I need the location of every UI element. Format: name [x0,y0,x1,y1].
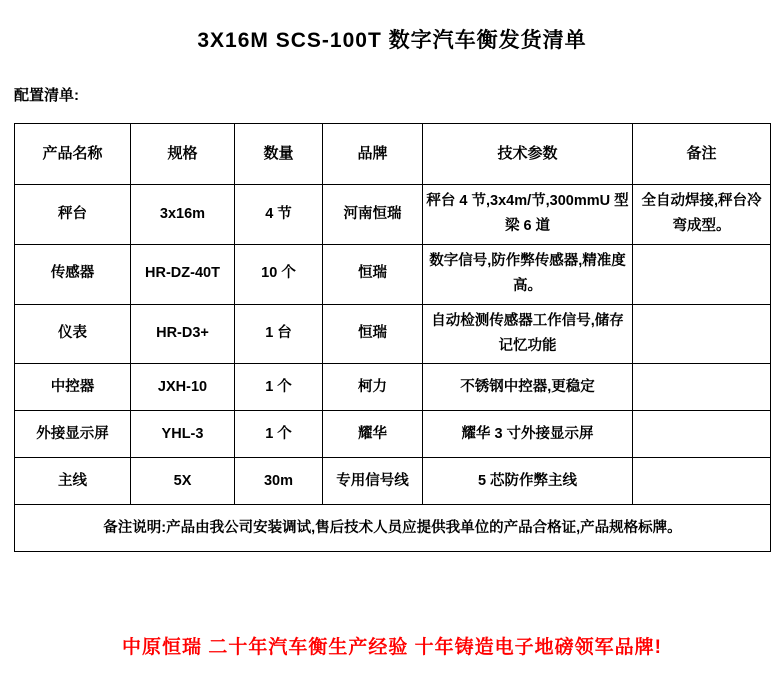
column-header-qty: 数量 [235,124,323,185]
cell-tech: 秤台 4 节,3x4m/节,300mmU 型梁 6 道 [423,185,633,245]
cell-spec: 5X [131,458,235,505]
cell-tech: 5 芯防作弊主线 [423,458,633,505]
cell-qty: 10 个 [235,244,323,304]
cell-name: 外接显示屏 [15,411,131,458]
cell-brand: 耀华 [323,411,423,458]
cell-remark: 全自动焊接,秤台冷弯成型。 [633,185,771,245]
table-row [15,364,771,411]
cell-brand: 河南恒瑞 [323,185,423,245]
cell-spec: 3x16m [131,185,235,245]
table-row [15,458,771,505]
cell-spec: JXH-10 [131,364,235,411]
cell-spec: HR-DZ-40T [131,244,235,304]
document-page [0,24,784,677]
table-row [15,304,771,364]
cell-qty: 4 节 [235,185,323,245]
cell-remark [633,458,771,505]
cell-spec: YHL-3 [131,411,235,458]
page-title: 3X16M SCS-100T 数字汽车衡发货清单 [197,29,587,52]
table-row [15,185,771,245]
cell-remark [633,364,771,411]
column-header-tech: 技术参数 [423,124,633,185]
table-body [15,185,771,552]
cell-remark [633,244,771,304]
table-note-row [15,505,771,552]
table-row [15,411,771,458]
cell-brand: 柯力 [323,364,423,411]
cell-qty: 1 个 [235,411,323,458]
cell-name: 仪表 [15,304,131,364]
cell-brand: 恒瑞 [323,304,423,364]
column-header-brand: 品牌 [323,124,423,185]
column-header-remark: 备注 [633,124,771,185]
table-row [15,244,771,304]
config-list-label: 配置清单: [14,87,79,104]
cell-tech: 自动检测传感器工作信号,储存记忆功能 [423,304,633,364]
table-header [15,124,771,185]
cell-name: 秤台 [15,185,131,245]
column-header-name: 产品名称 [15,124,131,185]
note-text: 备注说明:产品由我公司安装调试,售后技术人员应提供我单位的产品合格证,产品规格标牌。 [15,505,771,552]
footer-slogan: 中原恒瑞 二十年汽车衡生产经验 十年铸造电子地磅领军品牌! [122,637,662,658]
column-header-spec: 规格 [131,124,235,185]
cell-remark [633,411,771,458]
cell-brand: 恒瑞 [323,244,423,304]
cell-qty: 30m [235,458,323,505]
cell-name: 传感器 [15,244,131,304]
cell-tech: 数字信号,防作弊传感器,精准度高。 [423,244,633,304]
table-header-row [15,124,771,185]
cell-qty: 1 台 [235,304,323,364]
cell-tech: 不锈钢中控器,更稳定 [423,364,633,411]
cell-qty: 1 个 [235,364,323,411]
cell-name: 中控器 [15,364,131,411]
cell-remark [633,304,771,364]
specification-table [14,123,771,552]
cell-name: 主线 [15,458,131,505]
cell-brand: 专用信号线 [323,458,423,505]
cell-spec: HR-D3+ [131,304,235,364]
cell-tech: 耀华 3 寸外接显示屏 [423,411,633,458]
